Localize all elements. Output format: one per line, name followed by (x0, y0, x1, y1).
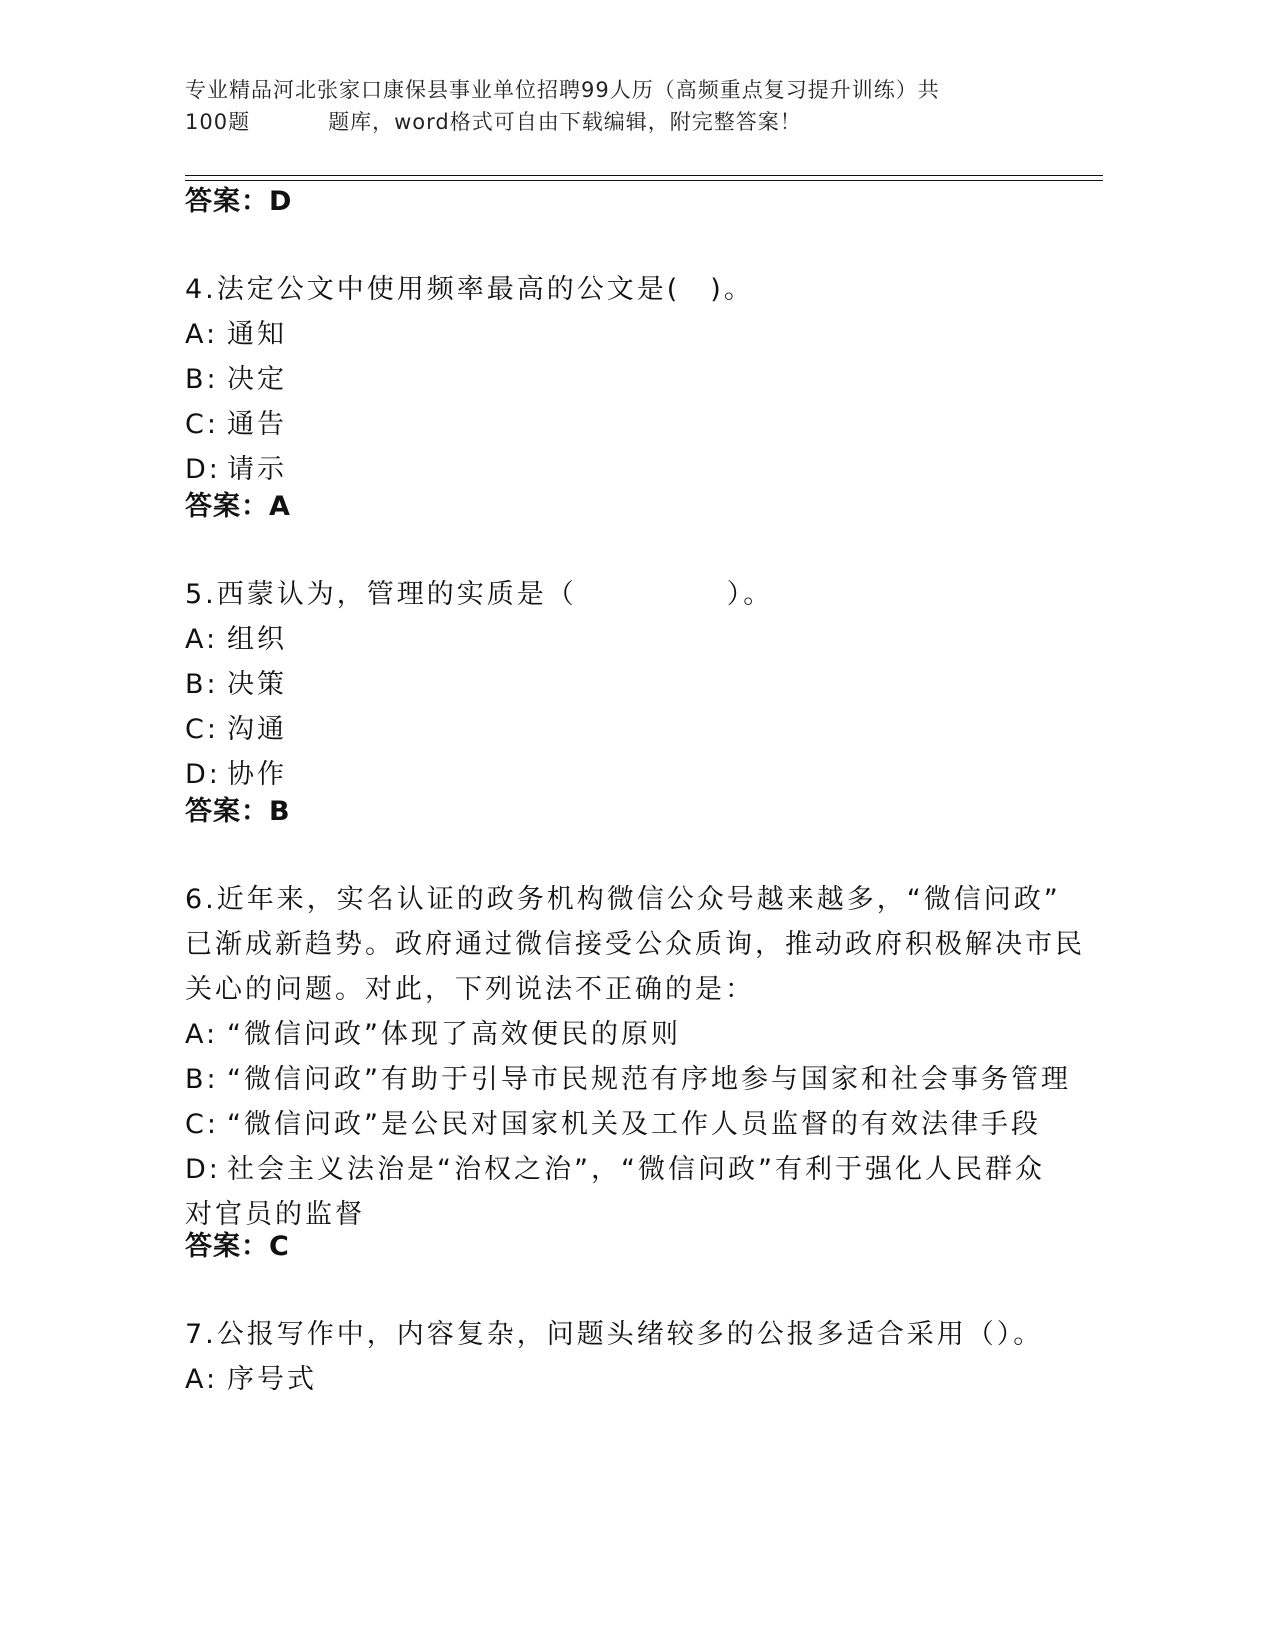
option-letter: C: (185, 409, 219, 440)
question-6-text-line-2: 已渐成新趋势。政府通过微信接受公众质询，推动政府积极解决市民 (185, 929, 1085, 960)
option-letter: C: (185, 714, 219, 745)
question-5-option-a (185, 617, 1065, 662)
header-line-1: 专业精品河北张家口康保县事业单位招聘99人历（高频重点复习提升训练）共 (185, 78, 940, 102)
question-6-answer: 答案：C (185, 1231, 290, 1262)
option-text: 组织 (227, 624, 287, 655)
answer-previous: 答案：D (185, 186, 293, 217)
question-6-option-d (185, 1147, 1065, 1192)
question-6-text-line-1: 6.近年来，实名认证的政务机构微信公众号越来越多，“微信问政” (185, 884, 1061, 915)
option-text: 决策 (227, 669, 287, 700)
question-6-text-line-3: 关心的问题。对此，下列说法不正确的是： (185, 974, 755, 1005)
question-4-answer: 答案：A (185, 491, 291, 522)
option-letter: C: (185, 1109, 219, 1140)
option-text: 序号式 (227, 1364, 317, 1395)
question-4-option-c (185, 402, 1065, 447)
page-header (185, 74, 1065, 138)
question-4-option-d (185, 447, 1065, 492)
option-text: 请示 (227, 454, 287, 485)
question-5-option-d (185, 752, 1065, 797)
question-6-option-c (185, 1102, 1065, 1147)
question-6-option-d-continuation: 对官员的监督 (185, 1199, 365, 1230)
question-6 (185, 877, 1085, 1237)
header-divider-bottom (185, 180, 1103, 181)
option-letter: A: (185, 624, 219, 655)
question-4 (185, 267, 1065, 492)
question-5 (185, 572, 1065, 797)
question-4-option-a (185, 312, 1065, 357)
option-letter: A: (185, 319, 219, 350)
option-letter: A: (185, 1364, 219, 1395)
question-4-text: 4.法定公文中使用频率最高的公文是( )。 (185, 274, 754, 305)
option-text: “微信问政”有助于引导市民规范有序地参与国家和社会事务管理 (227, 1064, 1071, 1095)
question-4-option-b (185, 357, 1065, 402)
question-5-option-b (185, 662, 1065, 707)
option-letter: D: (185, 1154, 221, 1185)
option-letter: B: (185, 669, 219, 700)
header-line-2 (185, 106, 1065, 138)
option-text: 协作 (227, 759, 287, 790)
option-letter: D: (185, 454, 221, 485)
option-text: “微信问政”是公民对国家机关及工作人员监督的有效法律手段 (227, 1109, 1041, 1140)
option-letter: D: (185, 759, 221, 790)
option-text: 通知 (227, 319, 287, 350)
option-text: 通告 (227, 409, 287, 440)
option-letter: B: (185, 364, 219, 395)
option-text: 社会主义法治是“治权之治”，“微信问政”有利于强化人民群众 (227, 1154, 1045, 1185)
option-text: 决定 (227, 364, 287, 395)
header-line-2-right: 题库，word格式可自由下载编辑，附完整答案！ (328, 110, 802, 134)
question-7-text: 7.公报写作中，内容复杂，问题头绪较多的公报多适合采用（）。 (185, 1319, 1044, 1350)
question-7-option-a (185, 1357, 1065, 1402)
question-6-option-b (185, 1057, 1071, 1102)
header-divider-top (185, 175, 1103, 176)
header-line-2-left: 100题 (185, 110, 251, 134)
option-letter: B: (185, 1064, 219, 1095)
question-5-answer: 答案：B (185, 796, 291, 827)
question-5-option-c (185, 707, 1065, 752)
question-5-text: 5.西蒙认为，管理的实质是（ ）。 (185, 579, 774, 610)
question-7 (185, 1312, 1065, 1402)
option-letter: A: (185, 1019, 219, 1050)
question-6-option-a (185, 1012, 1065, 1057)
option-text: “微信问政”体现了高效便民的原则 (227, 1019, 681, 1050)
option-text: 沟通 (227, 714, 287, 745)
